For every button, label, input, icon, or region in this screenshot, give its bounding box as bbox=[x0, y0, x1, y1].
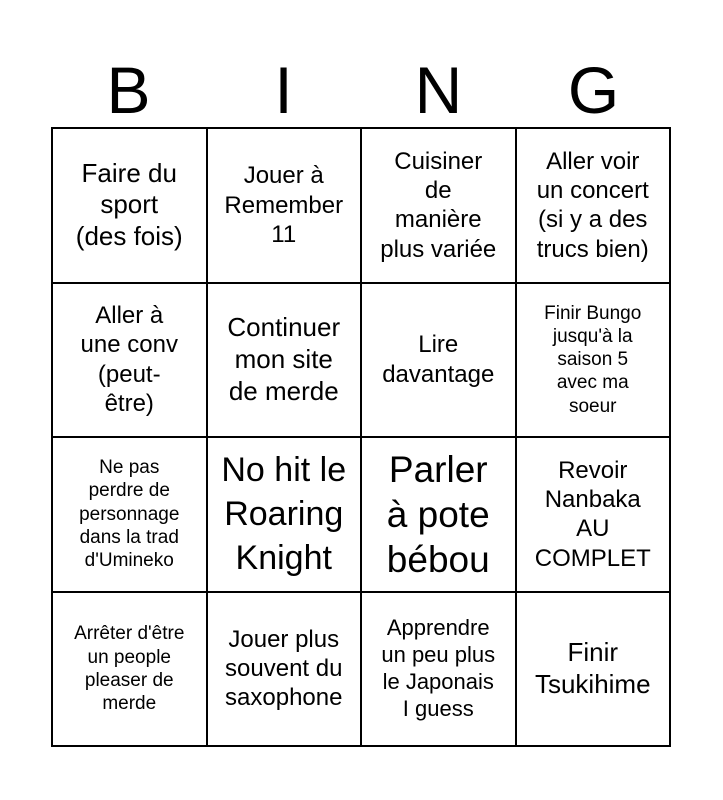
cell-text: Apprendre un peu plus le Japonais I guess bbox=[381, 615, 496, 721]
bingo-cell[interactable] bbox=[362, 438, 517, 593]
bingo-cell[interactable] bbox=[53, 593, 208, 748]
cell-text: Faire du sport (des fois) bbox=[75, 157, 183, 252]
bingo-cell[interactable] bbox=[362, 593, 517, 748]
cell-text: Jouer à Remember 11 bbox=[224, 162, 344, 248]
bingo-cell[interactable] bbox=[362, 284, 517, 439]
cell-text: Lire davantage bbox=[382, 331, 495, 388]
cell-text: Finir Tsukihime bbox=[534, 637, 651, 699]
cell-text: Jouer plus souvent du saxophone bbox=[225, 625, 343, 712]
bingo-cell[interactable] bbox=[208, 129, 363, 284]
bingo-cell[interactable] bbox=[208, 438, 363, 593]
cell-text: Aller voir un concert (si y a des trucs bien) bbox=[536, 147, 649, 263]
cell-text: Continuer mon site de merde bbox=[227, 312, 341, 406]
header-letter-i: I bbox=[274, 53, 293, 127]
bingo-cell[interactable] bbox=[53, 284, 208, 439]
cell-text: Cuisiner de manière plus variée bbox=[380, 147, 497, 263]
bingo-cell[interactable] bbox=[208, 593, 363, 748]
cell-text: Revoir Nanbaka AU COMPLET bbox=[534, 456, 651, 572]
cell-text: Arrêter d'être un people pleaser de merde bbox=[74, 623, 185, 714]
bingo-cell[interactable] bbox=[208, 284, 363, 439]
header-letter-n: N bbox=[414, 53, 463, 127]
cell-text: Finir Bungo jusqu'à la saison 5 avec ma soeur bbox=[544, 302, 642, 417]
header-letter-g: G bbox=[567, 53, 620, 127]
bingo-cell[interactable] bbox=[362, 129, 517, 284]
bingo-cell[interactable] bbox=[53, 438, 208, 593]
bingo-cell[interactable] bbox=[517, 593, 672, 748]
cell-text: No hit le Roaring Knight bbox=[221, 450, 347, 578]
bingo-cell[interactable] bbox=[517, 438, 672, 593]
cell-text: Parler à pote bébou bbox=[386, 448, 490, 580]
bingo-grid bbox=[51, 127, 671, 747]
header-letter-b: B bbox=[106, 53, 151, 127]
bingo-header bbox=[51, 52, 671, 128]
bingo-cell[interactable] bbox=[53, 129, 208, 284]
cell-text: Ne pas perdre de personnage dans la trad d'Umineko bbox=[79, 457, 180, 571]
bingo-cell[interactable] bbox=[517, 129, 672, 284]
bingo-cell[interactable] bbox=[517, 284, 672, 439]
cell-text: Aller à une conv (peut- être) bbox=[80, 302, 178, 418]
